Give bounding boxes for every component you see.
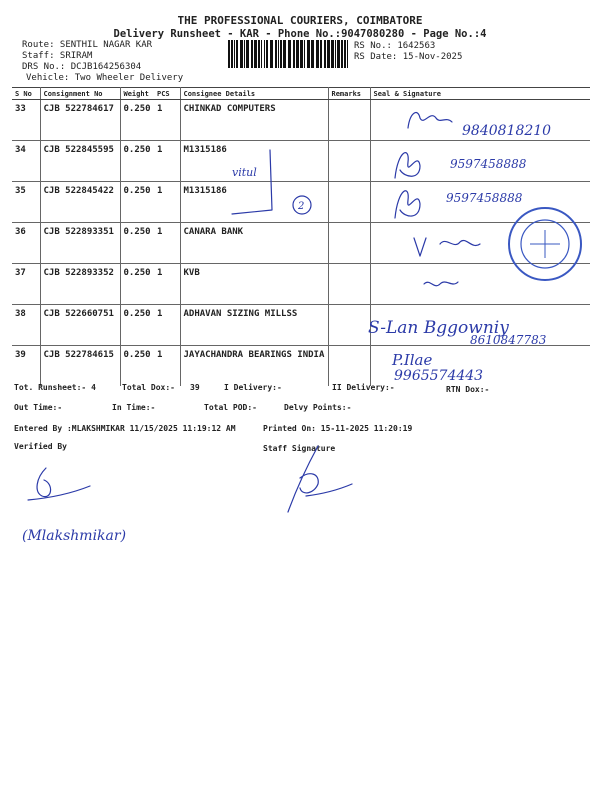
table-row [12,223,590,264]
cell-sno: 34 [12,141,40,182]
cell-remarks [328,346,370,387]
cell-sno: 39 [12,346,40,387]
cell-pcs: 1 [154,264,180,305]
handwritten-verifier-name: (Mlakshmikar) [22,528,127,544]
drs-number: DRS No.: DCJB164256304 [22,62,142,72]
barcode-bar [240,40,243,68]
cell-weight: 0.250 [120,141,154,182]
table-header [12,88,590,100]
rs-date: RS Date: 15-Nov-2025 [354,52,463,62]
barcode-bar [231,40,233,68]
handwritten-phone-34: 9597458888 [450,157,527,171]
cell-remarks [328,305,370,346]
cell-consignee: CHINKAD COMPUTERS [180,100,328,141]
company-name: THE PROFESSIONAL COURIERS, COIMBATORE [177,14,423,27]
cell-signature [370,141,590,182]
cell-weight: 0.250 [123,350,151,360]
barcode-bar [266,40,268,68]
barcode-bar [234,40,235,68]
handwritten-remark-34: vitul [232,166,257,179]
table-row [12,141,590,182]
cell-consignment: CJB 522845595 [40,141,120,182]
in-time: In Time:- [112,403,156,412]
printed-on: Printed On: 15-11-2025 11:20:19 [263,424,413,433]
barcode [228,40,350,70]
barcode-bar [288,40,291,68]
total-dox-label: Total Dox:- [122,383,175,392]
table-row [12,182,590,223]
table-row [12,346,590,387]
barcode-bar [280,40,282,68]
col-consignee: Consignee Details [180,88,328,100]
cell-consignee: ADHAVAN SIZING MILLSS [180,305,328,346]
barcode-bar [337,40,340,68]
col-weight: Weight [120,88,154,100]
cell-consignee: CANARA BANK [180,223,328,264]
barcode-bar [316,40,319,68]
barcode-bar [258,40,260,68]
barcode-bar [254,40,257,68]
cell-pcs: 1 [154,182,180,223]
barcode-bar [246,40,249,68]
cell-remarks [328,223,370,264]
col-sno: S No [12,88,40,100]
barcode-bar [293,40,295,68]
cell-consignment: CJB 522660751 [40,305,120,346]
cell-sno: 38 [12,305,40,346]
cell-signature [370,223,590,264]
ii-delivery: II Delivery:- [332,383,395,392]
col-remarks: Remarks [328,88,370,100]
cell-consignment: CJB 522784615 [40,346,120,387]
handwritten-phone-35: 9597458888 [446,191,523,205]
cell-signature [370,182,590,223]
runsheet-title: Delivery Runsheet - KAR - Phone No.:9047080280 - Page No.:4 [113,28,487,40]
verified-by-label: Verified By [14,442,67,451]
col-pcs: PCS [154,88,180,100]
barcode-bar [324,40,326,68]
cell-consignee: JAYACHANDRA BEARINGS INDIA [180,346,328,387]
total-pod: Total POD:- [204,403,257,412]
cell-signature [370,346,590,387]
cell-consignment: CJB 522893352 [40,264,120,305]
barcode-bar [331,40,334,68]
cell-weight: 0.250 [120,264,154,305]
cell-remarks [328,100,370,141]
barcode-bar [320,40,322,68]
barcode-bar [244,40,245,68]
cell-pcs: 1 [154,346,180,387]
handwritten-phone-33: 9840818210 [462,123,552,139]
total-runsheet: Tot. Runsheet:- 4 [14,383,96,392]
cell-remarks [328,182,370,223]
out-time: Out Time:- [14,403,63,412]
cell-pcs: 1 [154,305,180,346]
cell-sno: 36 [12,223,40,264]
cell-signature [370,305,590,346]
table-row [12,305,590,346]
cell-signature [370,100,590,141]
barcode-bar [341,40,343,68]
handwritten-name-39: P.Ilae [392,351,433,369]
cell-sno: 37 [12,264,40,305]
barcode-bar [228,40,230,68]
staff-label: Staff: SRIRAM [22,51,93,61]
handwritten-name-38: S-Lan Bggowniy [368,318,509,338]
table-row [12,264,590,305]
barcode-bar [347,40,348,68]
barcode-bar [275,40,277,68]
cell-remarks [328,141,370,182]
barcode-bar [296,40,299,68]
table-row [12,100,590,141]
barcode-bar [327,40,330,68]
cell-pcs: 1 [154,141,180,182]
rs-number: RS No.: 1642563 [354,41,436,51]
barcode-bar [264,40,265,68]
staff-signature-label: Staff Signature [263,444,336,453]
cell-consignee: KVB [180,264,328,305]
i-delivery: I Delivery:- [224,383,282,392]
barcode-bar [278,40,279,68]
cell-weight: 0.250 [120,305,154,346]
handwritten-remark-35: 2 [298,201,305,212]
barcode-bar [311,40,314,68]
barcode-bar [300,40,303,68]
cell-pcs: 1 [154,100,180,141]
barcode-bar [344,40,346,68]
runsheet-table [12,87,590,386]
cell-weight: 0.250 [120,223,154,264]
barcode-bar [335,40,336,68]
barcode-bar [270,40,273,68]
cell-weight: 0.250 [120,182,154,223]
cell-consignment: CJB 522845422 [40,182,120,223]
cell-signature [370,264,590,305]
barcode-bar [236,40,238,68]
cell-consignment: CJB 522893351 [40,223,120,264]
vehicle-label: Vehicle: Two Wheeler Delivery [26,73,184,83]
handwritten-phone-39: 9965574443 [394,368,484,384]
cell-consignee: M1315186 [180,141,328,182]
cell-consignment: CJB 522784617 [40,100,120,141]
col-consignment: Consignment No [40,88,120,100]
rtn-dox: RTN Dox:- [446,385,490,394]
barcode-bar [307,40,310,68]
verified-signature [28,468,90,500]
staff-signature [288,446,352,512]
barcode-bar [283,40,286,68]
cell-consignee: M1315186 [180,182,328,223]
delvy-points: Delvy Points:- [284,403,352,412]
cell-pcs: 1 [154,223,180,264]
barcode-bar [304,40,305,68]
cell-weight: 0.250 [120,100,154,141]
handwritten-phone-38: 8610847783 [470,333,547,347]
cell-sno: 33 [12,100,40,141]
route-label: Route: SENTHIL NAGAR KAR [22,40,153,50]
total-dox-value: 39 [190,383,200,392]
barcode-bar [261,40,262,68]
col-seal-signature: Seal & Signature [370,88,590,100]
entered-by: Entered By :MLAKSHMIKAR 11/15/2025 11:19:12 AM [14,424,236,433]
cell-remarks [328,264,370,305]
barcode-bar [251,40,253,68]
cell-sno: 35 [12,182,40,223]
